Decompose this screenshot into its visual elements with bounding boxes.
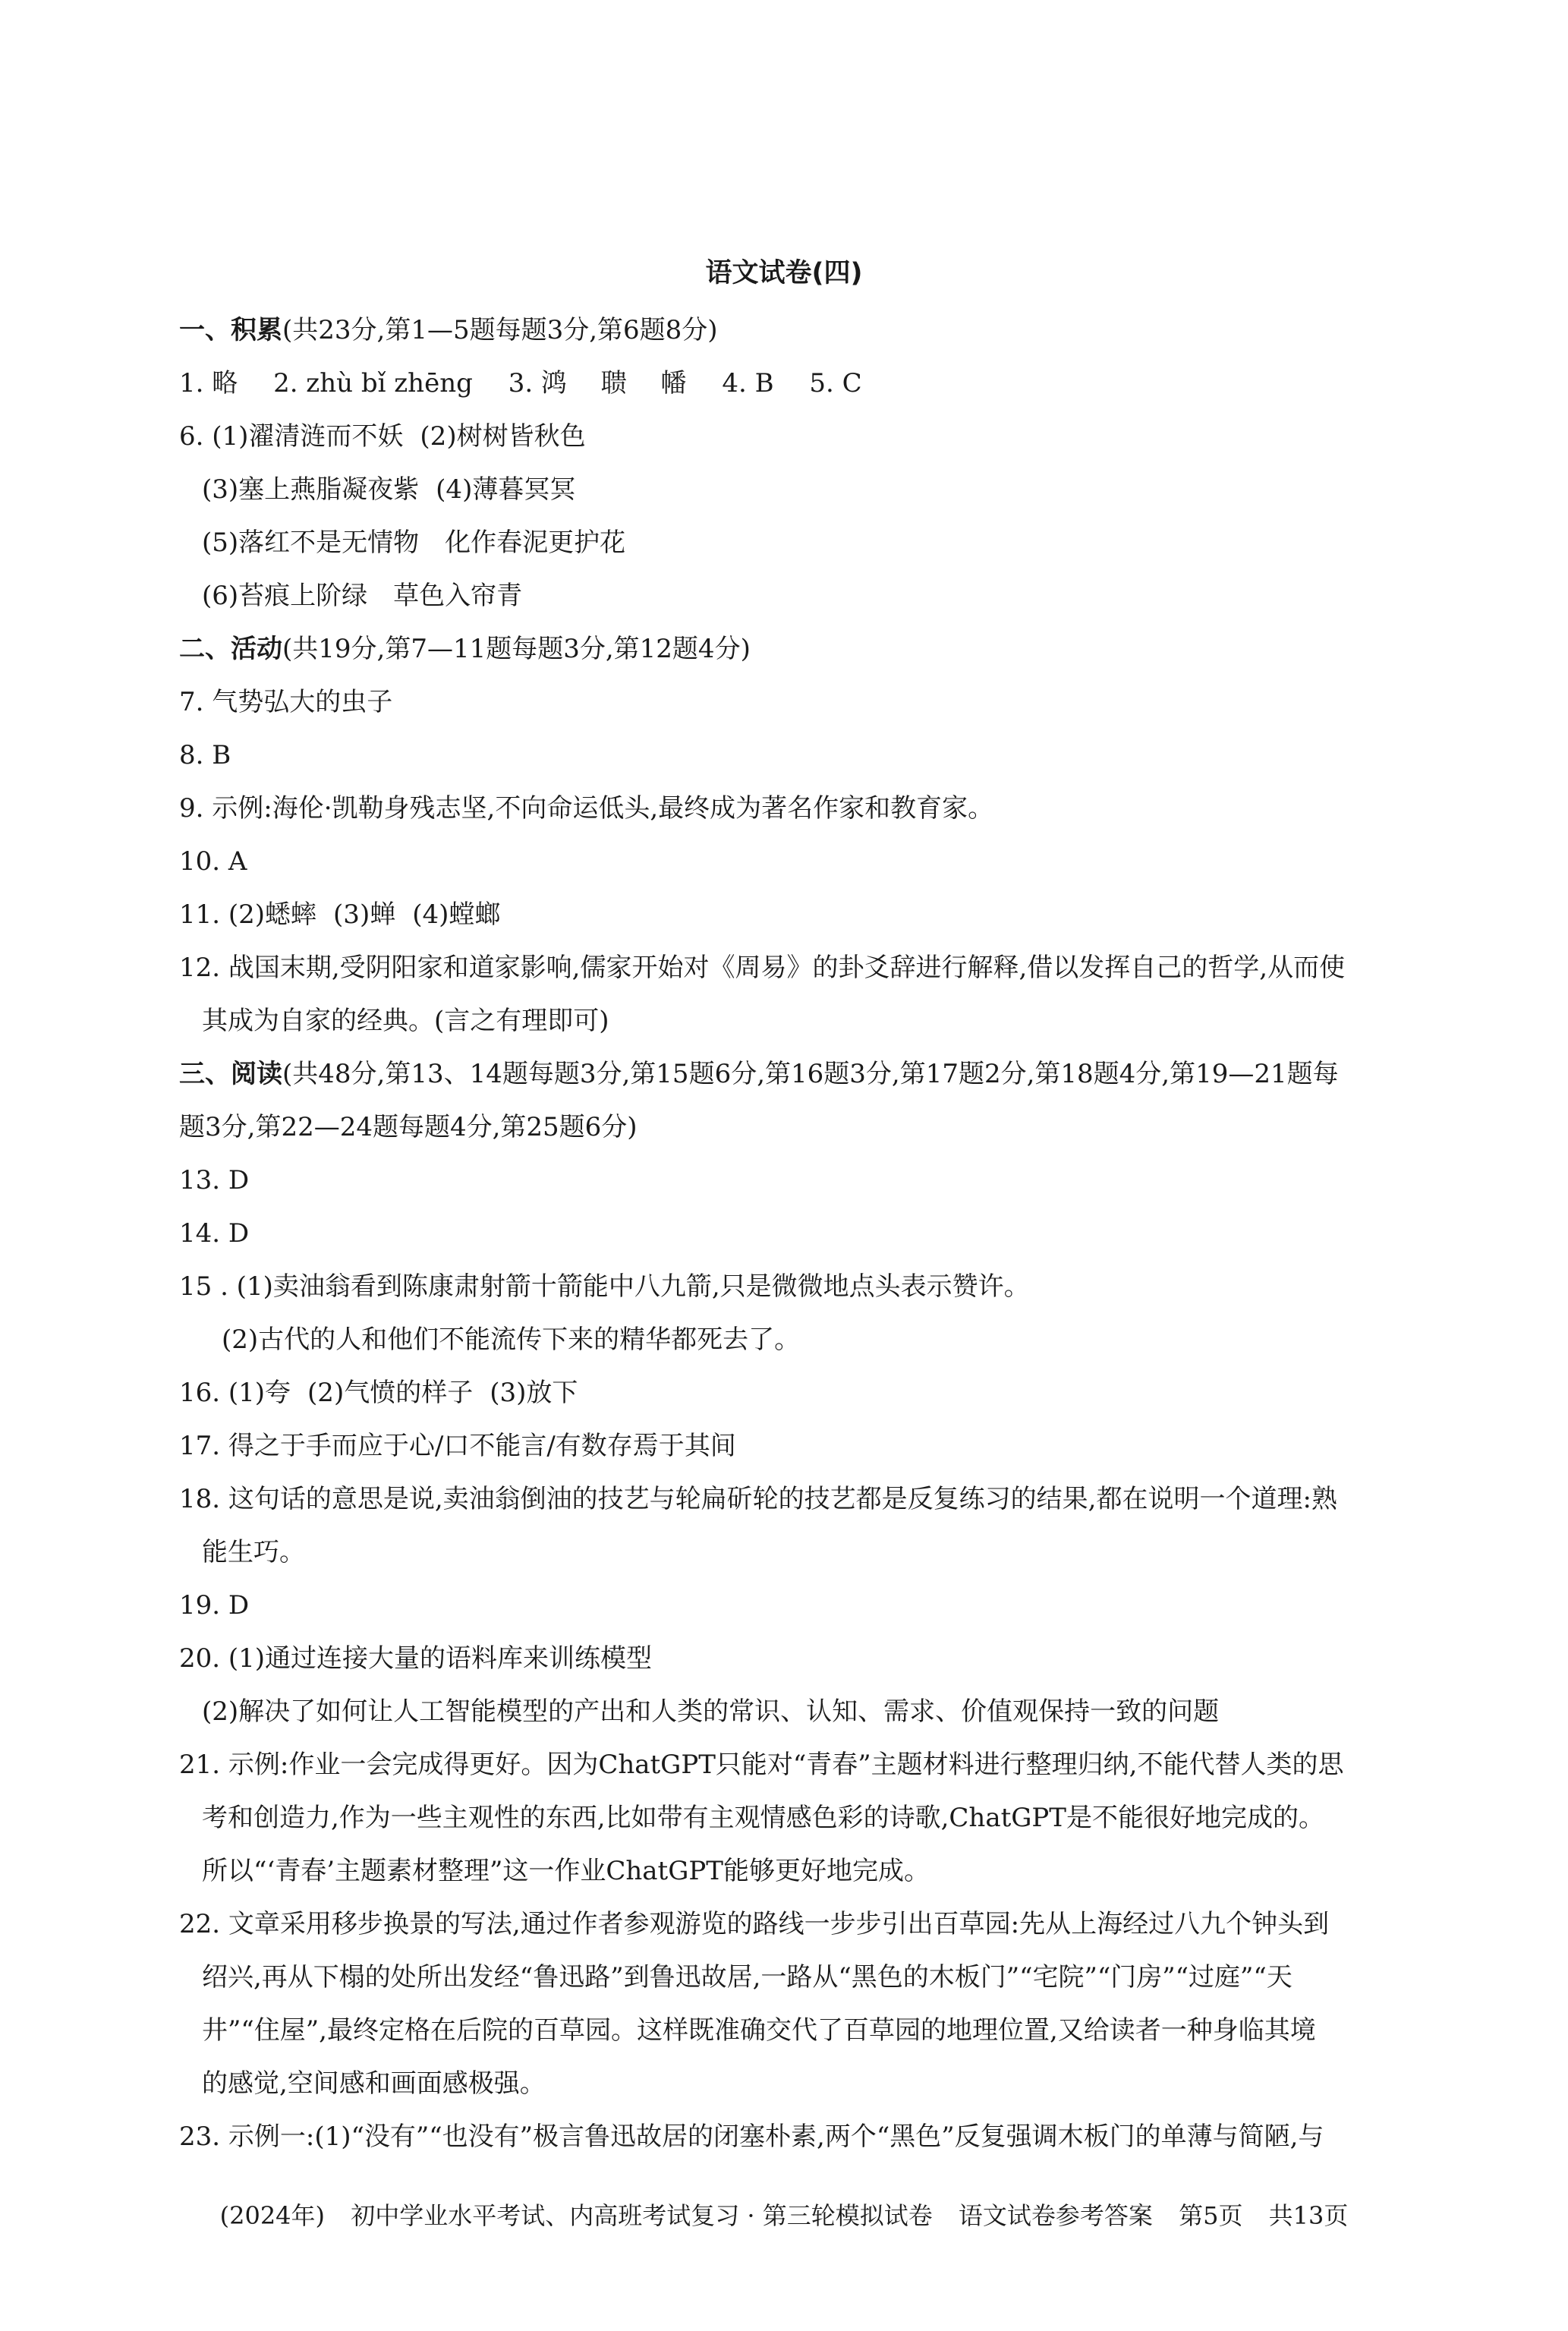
answer-22-line1: 22. 文章采用移步换景的写法,通过作者参观游览的路线一步步引出百草园:先从上海经过八九个钟头到: [179, 1909, 1330, 1939]
answer-6-3: (3)塞上燕脂凝夜紫: [202, 474, 420, 505]
answer-9: 9. 示例:海伦·凯勒身残志坚,不向命运低头,最终成为著名作家和教育家。: [179, 793, 994, 824]
footer-total-pages: 共13页: [1268, 2201, 1349, 2230]
answer-4: 4. B: [722, 368, 774, 398]
answer-6-2: (2)树树皆秋色: [420, 421, 586, 452]
answer-13: 13. D: [179, 1165, 250, 1195]
footer-year: (2024年): [219, 2201, 326, 2230]
section-1-heading: [179, 304, 1469, 357]
answer-6-1: 6. (1)濯清涟而不妖: [179, 421, 404, 452]
answer-16-1: 16. (1)夸: [179, 1378, 291, 1408]
answer-1: 1. 略: [179, 368, 238, 398]
section-3-heading: [179, 1047, 1469, 1101]
section-score-note: (共19分,第7—11题每题3分,第12题4分): [282, 634, 751, 664]
answer-22-line2: 绍兴,再从下榻的处所出发经“鲁迅路”到鲁迅故居,一路从“黑色的木板门”“宅院”“门房”“过庭”“天: [202, 1962, 1292, 1992]
answer-22-line4: 的感觉,空间感和画面感极强。: [202, 2068, 546, 2099]
answer-16-2: (2)气愤的样子: [307, 1378, 474, 1408]
answer-17: 17. 得之于手而应于心/口不能言/有数存焉于其间: [179, 1431, 736, 1461]
answer-3: 3. 鸿 聩 幡: [508, 368, 687, 398]
section-score-note: (共23分,第1—5题每题3分,第6题8分): [282, 315, 718, 345]
answers-1-5: [179, 357, 1469, 410]
answer-20-line1: 20. (1)通过连接大量的语料库来训练模型: [179, 1643, 653, 1674]
answer-18-line1: 18. 这句话的意思是说,卖油翁倒油的技艺与轮扁斫轮的技艺都是反复练习的结果,都在说明一个道理:熟: [179, 1484, 1337, 1514]
section-score-note: (共48分,第13、14题每题3分,第15题6分,第16题3分,第17题2分,第18题4分,第19—21题每: [282, 1059, 1339, 1089]
answer-6-row4: (6)苔痕上阶绿 草色入帘青: [202, 581, 523, 611]
footer-page-number: 第5页: [1179, 2201, 1243, 2230]
answer-10: 10. A: [179, 846, 247, 877]
section-heading-text: 一、积累: [179, 315, 282, 345]
answer-11-2: 11. (2)蟋蟀: [179, 899, 317, 930]
footer-exam: 初中学业水平考试、内高班考试复习 · 第三轮模拟试卷: [351, 2201, 933, 2230]
answer-8: 8. B: [179, 740, 231, 770]
answer-12-line2: 其成为自家的经典。(言之有理即可): [202, 1006, 609, 1036]
answer-content: [179, 304, 1469, 2163]
answer-11: [179, 888, 1469, 941]
section-2-heading: [179, 622, 1469, 676]
answer-11-3: (3)蝉: [333, 899, 396, 930]
section-heading-text: 三、阅读: [179, 1059, 282, 1089]
answer-19: 19. D: [179, 1590, 250, 1621]
answer-15-line2: (2)古代的人和他们不能流传下来的精华都死去了。: [222, 1325, 801, 1355]
section-3-heading-cont: 题3分,第22—24题每题4分,第25题6分): [179, 1112, 638, 1142]
answer-21-line2: 考和创造力,作为一些主观性的东西,比如带有主观情感色彩的诗歌,ChatGPT是不能很好地完成的。: [202, 1803, 1324, 1833]
page-title: 语文试卷(四): [705, 258, 863, 288]
answer-23-line1: 23. 示例一:(1)“没有”“也没有”极言鲁迅故居的闭塞朴素,两个“黑色”反复强调木板门的单薄与简陋,与: [179, 2122, 1324, 2152]
page-footer: [0, 2197, 1568, 2232]
section-heading-text: 二、活动: [179, 634, 282, 664]
answer-20-line2: (2)解决了如何让人工智能模型的产出和人类的常识、认知、需求、价值观保持一致的问题: [202, 1696, 1220, 1727]
answer-16: [179, 1366, 1469, 1419]
answer-6-row3: (5)落红不是无情物 化作春泥更护花: [202, 528, 626, 558]
answer-16-3: (3)放下: [490, 1378, 578, 1408]
answer-11-4: (4)螳螂: [412, 899, 501, 930]
answer-6-4: (4)薄暮冥冥: [436, 474, 576, 505]
answer-15-line1: 15 . (1)卖油翁看到陈康肃射箭十箭能中八九箭,只是微微地点头表示赞许。: [179, 1271, 1030, 1302]
answer-6-row2: [179, 463, 1469, 516]
answer-14: 14. D: [179, 1218, 250, 1249]
footer-subject: 语文试卷参考答案: [958, 2201, 1153, 2230]
answer-22-line3: 井”“住屋”,最终定格在后院的百草园。这样既准确交代了百草园的地理位置,又给读者一种身临其境: [202, 2015, 1316, 2046]
answer-2: 2. zhù bǐ zhēng: [273, 368, 473, 398]
answer-7: 7. 气势弘大的虫子: [179, 687, 393, 717]
answer-12-line1: 12. 战国末期,受阴阳家和道家影响,儒家开始对《周易》的卦爻辞进行解释,借以发挥自己的哲学,从而使: [179, 953, 1346, 983]
answer-21-line3: 所以“‘青春’主题素材整理”这一作业ChatGPT能够更好地完成。: [202, 1856, 930, 1886]
answer-6-row1: [179, 410, 1469, 463]
answer-5: 5. C: [809, 368, 862, 398]
answer-21-line1: 21. 示例:作业一会完成得更好。因为ChatGPT只能对“青春”主题材料进行整理归纳,不能代替人类的思: [179, 1750, 1344, 1780]
answer-18-line2: 能生巧。: [202, 1537, 305, 1567]
